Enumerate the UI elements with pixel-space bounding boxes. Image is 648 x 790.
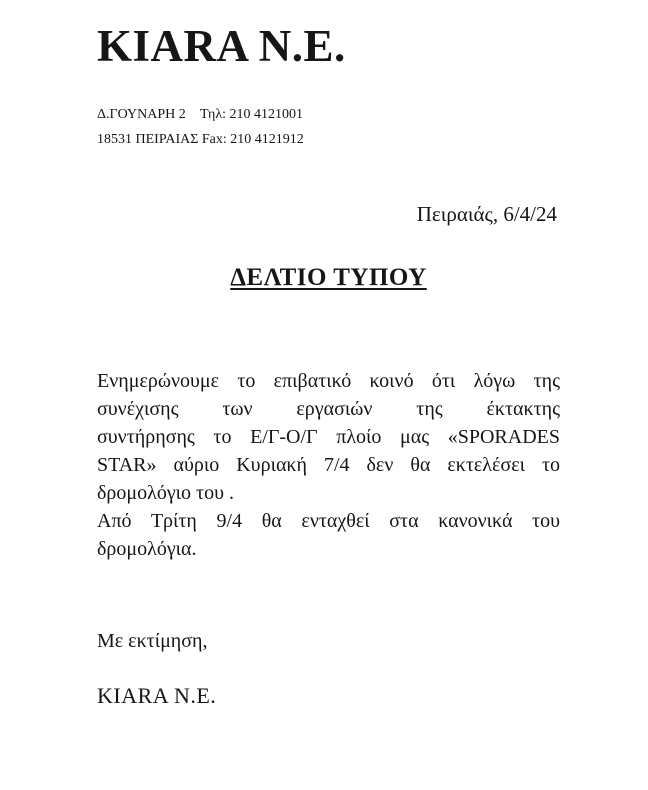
address-street: Δ.ΓΟΥΝΑΡΗ 2 [97, 107, 186, 122]
company-letterhead: KIARA N.E. [97, 21, 346, 71]
body-line: STAR» αύριο Κυριακή 7/4 δεν θα εκτελέσει το [97, 454, 560, 476]
address-block [97, 102, 560, 152]
body-line: συντήρησης το Ε/Γ-Ο/Γ πλοίο μας «SPORADES [97, 426, 560, 448]
body-line: Ενημερώνουμε το επιβατικό κοινό ότι λόγω της [97, 370, 560, 392]
signature-company: KIARA N.E. [97, 683, 217, 708]
address-line-2: 18531 ΠΕΙΡΑΙΑΣ Fax: 210 4121912 [97, 132, 304, 147]
document-title: ΔΕΛΤΙΟ ΤΥΠΟΥ [230, 264, 427, 291]
address-line-1 [97, 102, 560, 127]
body-text [97, 367, 560, 563]
phone-number: Τηλ: 210 4121001 [200, 107, 304, 122]
dateline: Πειραιάς, 6/4/24 [416, 202, 557, 226]
body-line: δρομολόγια. [97, 538, 197, 560]
body-line: συνέχισης των εργασιών της έκτακτης [97, 398, 560, 420]
closing-salutation: Με εκτίμηση, [97, 630, 208, 652]
body-line: Από Τρίτη 9/4 θα ενταχθεί στα κανονικά του [97, 510, 560, 532]
body-line: δρομολόγιο του . [97, 482, 234, 504]
